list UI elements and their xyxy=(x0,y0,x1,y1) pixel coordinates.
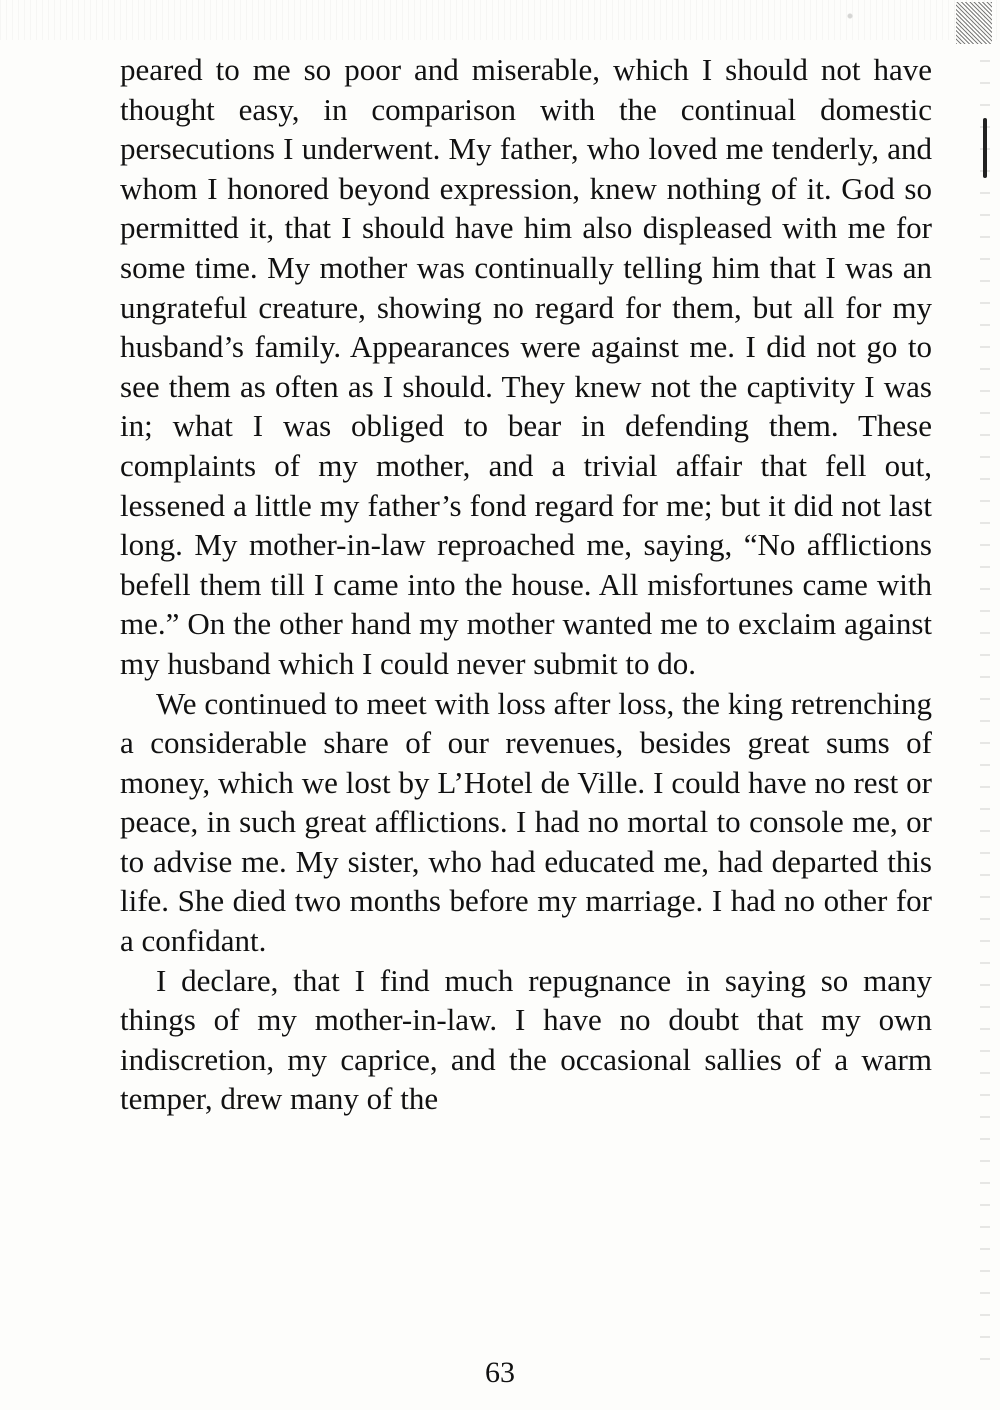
page-body-text xyxy=(120,50,932,1119)
scan-noise-top xyxy=(0,0,1000,40)
paragraph-2: We continued to meet with loss after loss, the king retrenching a considerable share of our revenues, besides great sums of money, which we lost by L’Hotel de Ville. I could have no rest or peace, in such great afflictions. I had no mortal to console me, or to advise me. My sister, who had educated me, had departed this life. She died two months before my marriage. I had no other for a confidant. xyxy=(120,685,932,959)
paragraph-3: I declare, that I find much repugnance in saying so many things of my mother-in-law. I have no doubt that my own indiscretion, my caprice, and the occasional sallies of a warm temper, drew many of the xyxy=(120,962,932,1117)
page-number: 63 xyxy=(485,1356,515,1389)
paragraph-1: peared to me so poor and miserable, which I should not have thought easy, in comparison with the continual domestic persecutions I underwent. My father, who loved me tenderly, and whom I honored beyond expression, knew nothing of it. God so permitted it, that I should have him also displeased with me for some time. My mother was continually telling him that I was an ungrateful creature, showing no regard for them, but all for my husband’s family. Appearances were against me. I did not go to see them as often as I should. They knew not the captivity I was in; what I was obliged to bear in defending them. These complaints of my mother, and a trivial affair that fell out, lessened a little my father’s fond regard for me; but it did not last long. My mother-in-law reproached me, saying, “No afflictions befell them till I came into the house. All misfortunes came with me.” On the other hand my mother wanted me to exclaim against my husband which I could never submit to do. xyxy=(120,52,932,681)
scan-corner-artifact xyxy=(956,2,992,44)
scan-margin-mark xyxy=(983,118,987,178)
scan-edge-artifact xyxy=(980,60,990,1380)
